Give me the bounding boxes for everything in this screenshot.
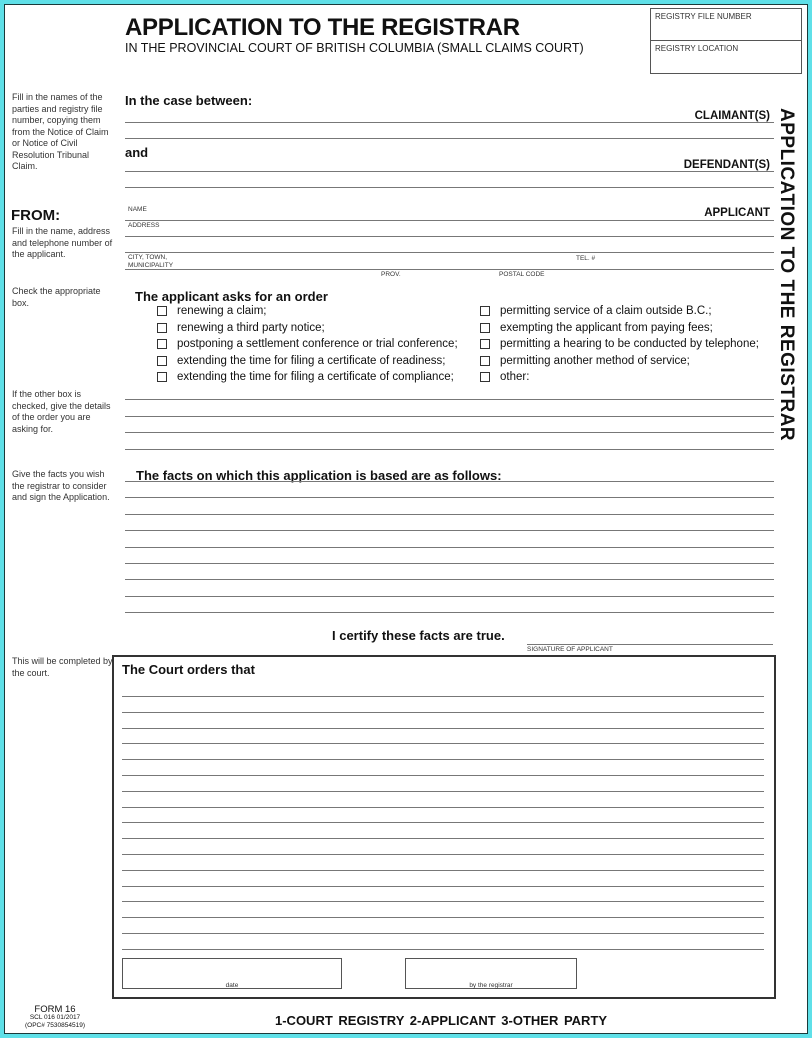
facts-line[interactable] [125, 530, 774, 531]
checkbox[interactable] [157, 372, 167, 382]
facts-line[interactable] [125, 563, 774, 564]
checkbox[interactable] [157, 306, 167, 316]
form-subtitle: IN THE PROVINCIAL COURT OF BRITISH COLUMBIA (SMALL CLAIMS COURT) [125, 41, 584, 55]
option-label: renewing a third party notice; [177, 321, 325, 334]
facts-line[interactable] [125, 579, 774, 580]
prov-label: PROV. [381, 271, 401, 278]
registry-file-number-field[interactable]: REGISTRY FILE NUMBER [651, 9, 801, 41]
tel-label: TEL. # [576, 255, 596, 262]
claimants-label: CLAIMANT(S) [694, 110, 770, 122]
registrar-box[interactable] [405, 958, 577, 989]
defendants-label: DEFENDANT(S) [683, 159, 770, 171]
court-order-line[interactable] [122, 743, 764, 744]
claimant-line-2[interactable] [125, 138, 774, 139]
form-number-text: FORM 16 [34, 1004, 76, 1015]
option-label: extending the time for filing a certificate of compliance; [177, 371, 454, 383]
court-order-line[interactable] [122, 933, 764, 934]
order-option-right-4[interactable] [480, 371, 529, 383]
facts-line[interactable] [125, 612, 774, 613]
checkbox[interactable] [480, 356, 490, 366]
city-line[interactable] [125, 269, 774, 270]
checkbox[interactable] [157, 323, 167, 333]
court-order-box [112, 655, 776, 999]
order-option-left-3[interactable] [157, 355, 445, 367]
court-order-line[interactable] [122, 696, 764, 697]
date-box[interactable] [122, 958, 342, 989]
court-order-line[interactable] [122, 949, 764, 950]
case-between-heading: In the case between: [125, 93, 253, 108]
court-order-line[interactable] [122, 775, 764, 776]
checkbox[interactable] [157, 339, 167, 349]
court-order-line[interactable] [122, 822, 764, 823]
address-label: ADDRESS [128, 222, 160, 229]
facts-line[interactable] [125, 497, 774, 498]
registry-box [650, 8, 802, 74]
option-label: permitting another method of service; [500, 354, 690, 367]
checkbox[interactable] [480, 339, 490, 349]
checkbox[interactable] [480, 306, 490, 316]
note-facts: Give the facts you wish the registrar to consider and sign the Application. [12, 469, 110, 502]
court-order-line[interactable] [122, 838, 764, 839]
court-order-line[interactable] [122, 712, 764, 713]
order-heading: The applicant asks for an order [135, 289, 328, 304]
order-option-left-2[interactable] [157, 338, 458, 350]
note-check: Check the appropriate box. [12, 286, 101, 308]
court-orders-heading: The Court orders that [122, 662, 255, 677]
vertical-title: APPLICATION TO THE REGISTRAR [776, 108, 797, 442]
other-details-line[interactable] [125, 449, 774, 450]
date-label: date [225, 982, 239, 989]
order-option-left-0[interactable] [157, 305, 266, 317]
address-line-2[interactable] [125, 252, 774, 253]
option-label: renewing a claim; [177, 305, 267, 317]
form-opc: (OPC# 7530854519) [25, 1022, 85, 1029]
registrar-label: by the registrar [469, 982, 513, 989]
court-order-line[interactable] [122, 854, 764, 855]
order-option-left-4[interactable] [157, 371, 454, 383]
court-order-line[interactable] [122, 791, 764, 792]
option-label: other: [500, 371, 530, 383]
option-label: permitting service of a claim outside B.C.; [500, 305, 712, 317]
from-heading: FROM: [11, 207, 61, 224]
defendant-line-2[interactable] [125, 187, 774, 188]
option-label: exempting the applicant from paying fees; [500, 321, 713, 334]
facts-line[interactable] [125, 481, 774, 482]
court-order-line[interactable] [122, 901, 764, 902]
court-order-line[interactable] [122, 728, 764, 729]
applicant-label: APPLICANT [704, 207, 770, 219]
note-parties: Fill in the names of the parties and registry file number, copying them from the Notice of Claim or Notice of Civil Resolution Tribunal Claim. [12, 92, 109, 171]
court-order-line[interactable] [122, 886, 764, 887]
form-number [15, 1005, 95, 1030]
checkbox[interactable] [157, 356, 167, 366]
facts-line[interactable] [125, 596, 774, 597]
name-label: NAME [128, 206, 147, 213]
court-order-line[interactable] [122, 917, 764, 918]
order-option-left-1[interactable] [157, 322, 325, 334]
municipality-label: MUNICIPALITY [128, 262, 174, 269]
postal-code-label: POSTAL CODE [499, 271, 545, 278]
option-label: permitting a hearing to be conducted by telephone; [500, 338, 759, 350]
court-order-line[interactable] [122, 759, 764, 760]
court-order-line[interactable] [122, 807, 764, 808]
name-line[interactable] [125, 220, 774, 221]
facts-line[interactable] [125, 514, 774, 515]
signature-label: SIGNATURE OF APPLICANT [527, 646, 613, 653]
city-label: CITY, TOWN, [128, 254, 168, 261]
note-other: If the other box is checked, give the details of the order you are asking for. [12, 389, 111, 434]
facts-line[interactable] [125, 547, 774, 548]
order-option-right-0[interactable] [480, 305, 712, 317]
registry-location-field[interactable]: REGISTRY LOCATION [655, 44, 739, 53]
address-line-1[interactable] [125, 236, 774, 237]
option-label: extending the time for filing a certificate of readiness; [177, 354, 446, 367]
order-option-right-2[interactable] [480, 338, 759, 350]
other-details-line[interactable] [125, 399, 774, 400]
signature-line[interactable] [527, 644, 773, 645]
form-page [4, 4, 808, 1034]
option-label: postponing a settlement conference or trial conference; [177, 338, 458, 350]
and-label: and [125, 145, 149, 160]
checkbox[interactable] [480, 372, 490, 382]
form-title: APPLICATION TO THE REGISTRAR [125, 14, 520, 41]
checkbox[interactable] [480, 323, 490, 333]
court-order-line[interactable] [122, 870, 764, 871]
facts-heading: The facts on which this application is based are as follows: [136, 468, 502, 483]
other-details-line[interactable] [125, 416, 774, 417]
copy-distribution: 1-COURT REGISTRY 2-APPLICANT 3-OTHER PARTY [275, 1013, 608, 1028]
order-option-right-1[interactable] [480, 322, 713, 334]
defendant-line-1[interactable] [125, 171, 774, 172]
form-code: SCL 016 01/2017 [29, 1014, 81, 1021]
order-option-right-3[interactable] [480, 355, 690, 367]
claimant-line-1[interactable] [125, 122, 774, 123]
certify-text: I certify these facts are true. [332, 628, 505, 643]
other-details-line[interactable] [125, 432, 774, 433]
note-court: This will be completed by the court. [12, 656, 113, 678]
note-from: Fill in the name, address and telephone number of the applicant. [12, 226, 113, 259]
